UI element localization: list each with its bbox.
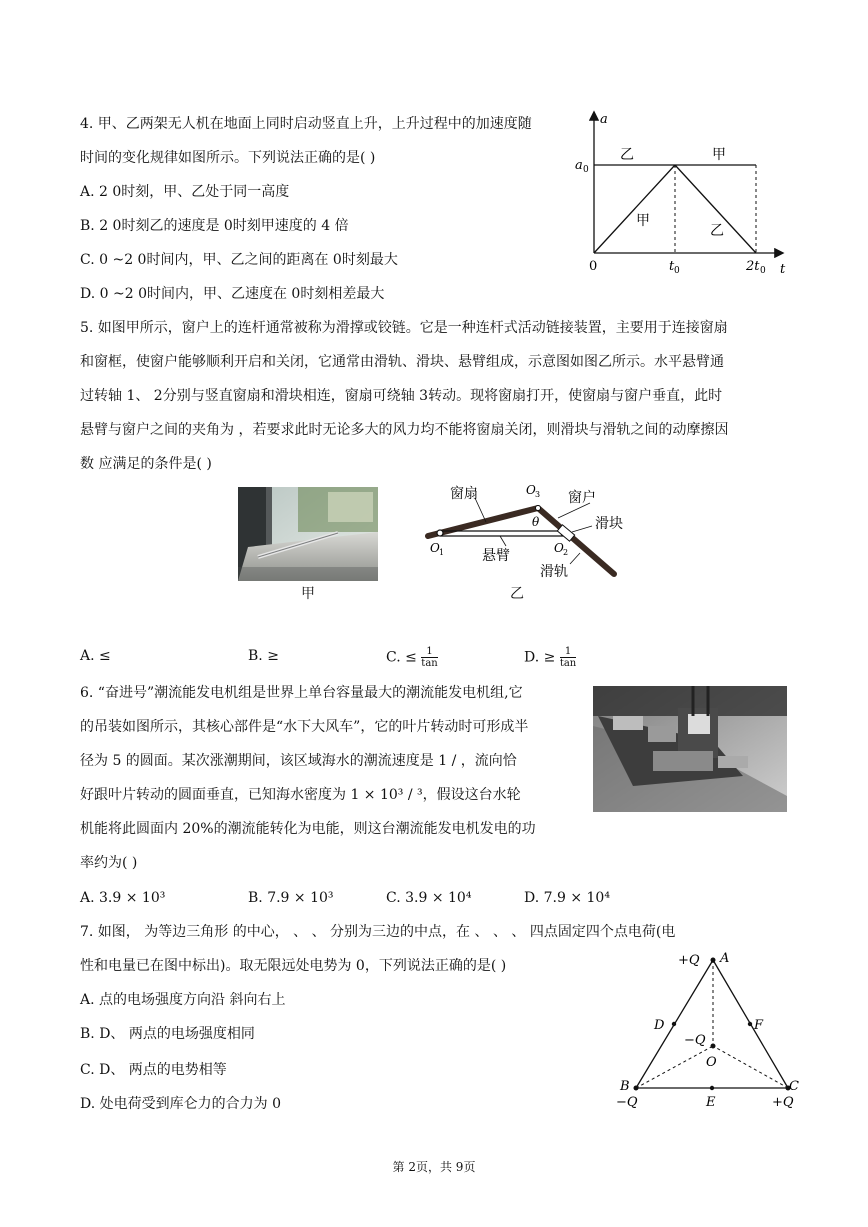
charge-b-label: −Q — [616, 1095, 638, 1110]
vertex-c-label: C — [789, 1079, 799, 1094]
label-o1-sub: 1 — [439, 548, 445, 557]
q4-x-axis-label: t — [780, 262, 786, 277]
label-huakuai: 滑块 — [595, 516, 623, 532]
q4-y-axis-label: a — [600, 112, 608, 127]
q5-stem-line-2: 和窗框，使窗户能够顺利开启和关闭，它通常由滑轨、滑块、悬臂组成，示意图如图乙所示。水平悬臂通 — [80, 354, 724, 370]
q4-label-jia-mid: 甲 — [636, 213, 650, 229]
q6-stem-line-4: 好跟叶片转动的圆面垂直，已知海水密度为 1 × 10³ / ³，假设这台水轮 — [80, 787, 521, 803]
point-e-label: E — [706, 1095, 716, 1110]
point-o-label: O — [706, 1055, 717, 1070]
q7-option-a: A. 点的电场强度方向沿 斜向右上 — [80, 992, 286, 1008]
label-o3: O — [526, 483, 536, 497]
q4-a0-sub: 0 — [583, 165, 589, 175]
charge-o-label: −Q — [684, 1033, 706, 1048]
q4-option-a: A. 2 0时刻，甲、乙处于同一高度 — [80, 184, 290, 200]
q6-option-c: C. 3.9 × 10⁴ — [386, 890, 472, 906]
q5-stem-line-1: 5. 如图甲所示，窗户上的连杆通常被称为滑撑或铰链。它是一种连杆式活动链接装置，主要用于连接窗扇 — [80, 320, 728, 336]
q4-a0-label: a — [575, 158, 583, 173]
q7-option-b: B. D、 两点的电场强度相同 — [80, 1026, 255, 1042]
diagram-caption-yi: 乙 — [510, 586, 524, 602]
q7-triangle-diagram — [608, 946, 808, 1116]
q4-acceleration-graph — [570, 105, 800, 280]
label-chuangshan: 窗扇 — [450, 486, 478, 502]
label-o2-sub: 2 — [563, 548, 569, 557]
label-o3-sub: 3 — [535, 490, 541, 499]
label-theta: θ — [532, 515, 540, 529]
q4-label-jia-top: 甲 — [712, 147, 726, 163]
turbine-hoisting-photo — [593, 686, 787, 812]
page-footer: 第 2页，共 9页 — [392, 1160, 476, 1174]
label-xuanbi: 悬臂 — [482, 548, 510, 564]
vertex-b-label: B — [620, 1079, 630, 1094]
photo-caption-jia: 甲 — [301, 586, 315, 602]
q5-option-b: B. ≥ — [248, 648, 279, 664]
q5-option-a: A. ≤ — [80, 648, 111, 664]
q4-origin-label: 0 — [589, 259, 598, 274]
q4-label-yi-top: 乙 — [620, 147, 634, 163]
q7-stem-line-1: 7. 如图， 为等边三角形 的中心， 、 、 分别为三边的中点，在 、 、 、 四点固定四个点电荷(电 — [80, 924, 676, 940]
label-o2: O — [554, 541, 564, 555]
q4-option-d: D. 0 ~2 0时间内，甲、乙速度在 0时刻相差最大 — [80, 286, 385, 302]
window-hinge-photo — [238, 487, 378, 581]
point-d-label: D — [654, 1018, 665, 1033]
window-hinge-diagram — [420, 478, 645, 596]
q6-option-b: B. 7.9 × 10³ — [248, 890, 334, 906]
q5-stem-line-4: 悬臂与窗户之间的夹角为 ，若要求此时无论多大的风力均不能将窗扇关闭，则滑块与滑轨之间的动摩擦因 — [80, 422, 729, 438]
q4-2t0-label: 2t — [746, 259, 760, 274]
q4-label-yi-mid: 乙 — [710, 223, 724, 239]
vertex-a-label: A — [720, 951, 730, 966]
q5-option-c: C. ≤ $\frac{1}{\tan}$ — [386, 646, 438, 669]
q6-stem-line-1: 6. “奋进号”潮流能发电机组是世界上单台容量最大的潮流能发电机组,它 — [80, 685, 523, 701]
q6-stem-line-3: 径为 5 的圆面。某次涨潮期间，该区域海水的潮流速度是 1 / ，流向恰 — [80, 753, 517, 769]
q5-stem-line-3: 过转轴 1、 2分别与竖直窗扇和滑块相连，窗扇可绕轴 3转动。现将窗扇打开，使窗扇与窗户垂直，此时 — [80, 388, 723, 404]
q4-stem-line-1: 4. 甲、乙两架无人机在地面上同时启动竖直上升，上升过程中的加速度随 — [80, 116, 532, 132]
q6-option-d: D. 7.9 × 10⁴ — [524, 890, 610, 906]
q4-t0-label: t — [669, 259, 675, 274]
q4-t0-sub: 0 — [674, 266, 680, 276]
label-huagui: 滑轨 — [540, 564, 568, 580]
q4-2t0-sub: 0 — [760, 266, 766, 276]
q5-option-d: D. ≥ $\frac{1}{\tan}$ — [524, 646, 577, 669]
q4-stem-line-2: 时间的变化规律如图所示。下列说法正确的是( ) — [80, 150, 376, 166]
q6-option-a: A. 3.9 × 10³ — [80, 890, 166, 906]
q4-option-c: C. 0 ~2 0时间内，甲、乙之间的距离在 0时刻最大 — [80, 252, 398, 268]
charge-a-label: +Q — [678, 953, 700, 968]
charge-c-label: +Q — [772, 1095, 794, 1110]
q6-stem-line-6: 率约为( ) — [80, 855, 138, 871]
q6-stem-line-5: 机能将此圆面内 20%的潮流能转化为电能，则这台潮流能发电机发电的功 — [80, 821, 536, 837]
q6-stem-line-2: 的吊装如图所示，其核心部件是“水下大风车”，它的叶片转动时可形成半 — [80, 719, 529, 735]
q7-option-d: D. 处电荷受到库仑力的合力为 0 — [80, 1096, 281, 1112]
q5-stem-line-5: 数 应满足的条件是( ) — [80, 456, 212, 472]
label-chuanghu: 窗户 — [568, 490, 596, 506]
label-o1: O — [430, 541, 440, 555]
q7-stem-line-2: 性和电量已在图中标出)。取无限远处电势为 0，下列说法正确的是( ) — [80, 958, 507, 974]
point-f-label: F — [754, 1018, 764, 1033]
q4-option-b: B. 2 0时刻乙的速度是 0时刻甲速度的 4 倍 — [80, 218, 349, 234]
q5-option-c-fraction: $\frac{1}{\tan}$ — [421, 646, 438, 669]
q5-option-d-fraction: $\frac{1}{\tan}$ — [559, 646, 577, 669]
q7-option-c: C. D、 两点的电势相等 — [80, 1062, 227, 1078]
